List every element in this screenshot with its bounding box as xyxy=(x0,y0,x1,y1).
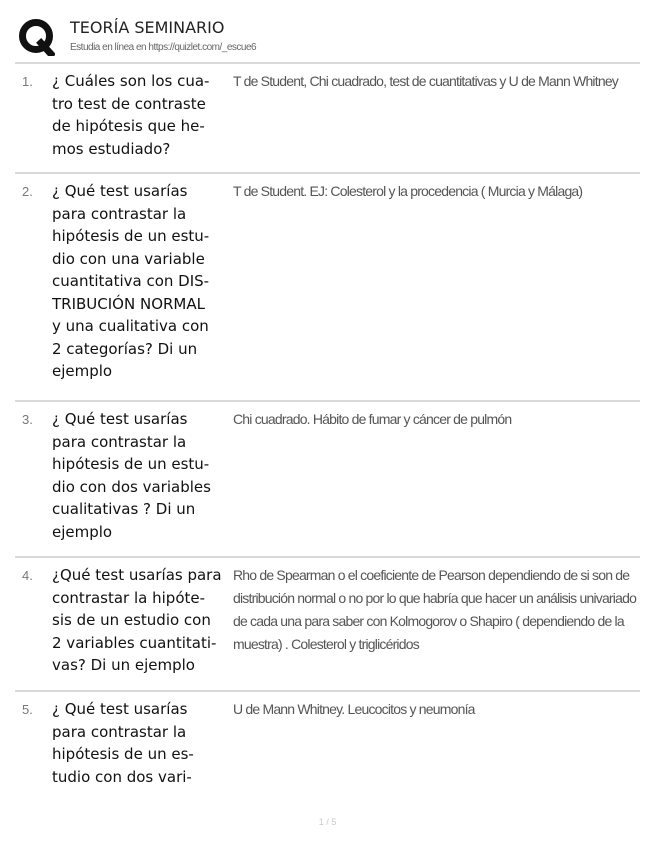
card-question: ¿ Qué test usarías para contrastar la hipótesis de un es- tudio con dos vari- xyxy=(52,700,194,786)
card-answer: Rho de Spearman o el coeficiente de Pearson dependiendo de si son de distribución normal o no por lo que habría que hacer un análisis univariado de cada una para saber con Kolmogorov o Shapiro ( dependiendo de la muestra) . Colesterol y triglicéridos xyxy=(233,567,637,652)
flashcard-row xyxy=(15,690,640,810)
card-answer: Chi cuadrado. Hábito de fumar y cáncer de pulmón xyxy=(233,411,512,427)
page-number: 1 / 5 xyxy=(318,817,337,827)
card-number: 3. xyxy=(22,412,33,427)
card-answer: T de Student, Chi cuadrado, test de cuantitativas y U de Mann Whitney xyxy=(233,73,619,89)
card-number: 2. xyxy=(22,184,33,199)
document-subtitle: Estudia en línea en https://quizlet.com/_escue6 xyxy=(70,42,257,53)
flashcard-row xyxy=(15,172,640,400)
card-question: ¿ Cuáles son los cua- tro test de contraste de hipótesis que he- mos estudiado? xyxy=(52,72,210,158)
document-title: TEORÍA SEMINARIO xyxy=(70,18,225,37)
card-question: ¿Qué test usarías para contrastar la hipóte- sis de un estudio con 2 variables cuantitati- vas? Di un ejemplo xyxy=(52,566,222,674)
flashcard-row xyxy=(15,556,640,690)
card-question: ¿ Qué test usarías para contrastar la hipótesis de un estu- dio con dos variables cualitativas ? Di un ejemplo xyxy=(52,410,211,541)
card-answer: T de Student. EJ: Colesterol y la procedencia ( Murcia y Málaga) xyxy=(233,183,583,199)
quizlet-logo-icon xyxy=(17,18,55,56)
flashcard-row xyxy=(15,62,640,172)
card-question: ¿ Qué test usarías para contrastar la hipótesis de un estu- dio con una variable cuantitativa con DIS- TRIBUCIÓN NORMAL y una cualitativa con 2 categorías? Di un ejemplo xyxy=(52,182,210,380)
flashcard-list xyxy=(15,62,640,810)
card-answer: U de Mann Whitney. Leucocitos y neumonía xyxy=(233,701,475,717)
card-number: 5. xyxy=(22,702,33,717)
card-number: 4. xyxy=(22,568,33,583)
document-header xyxy=(15,16,635,58)
card-number: 1. xyxy=(22,74,33,89)
flashcard-row xyxy=(15,400,640,556)
